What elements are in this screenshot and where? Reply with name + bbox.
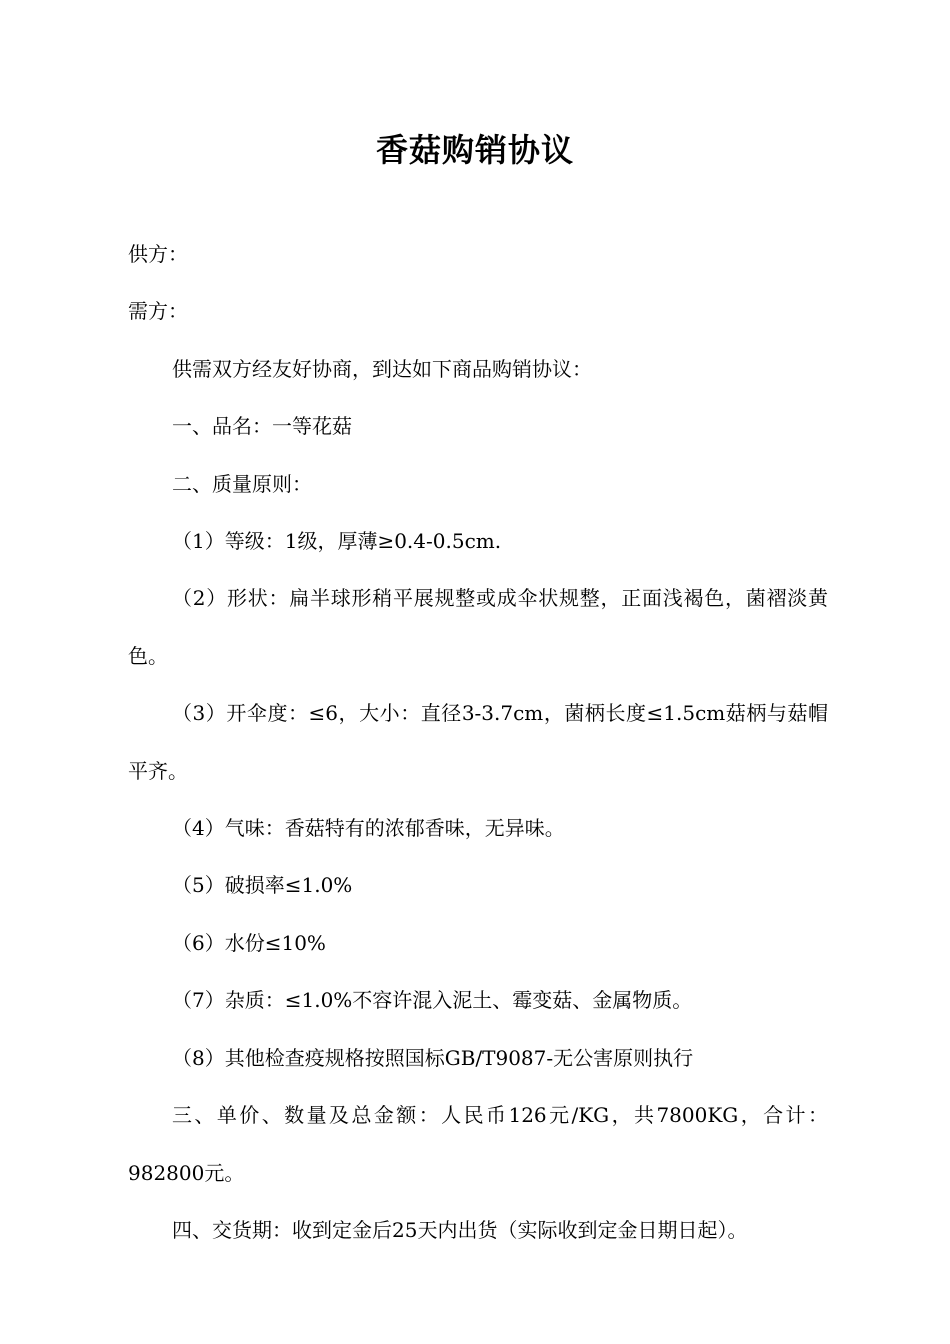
paragraph-quality-heading: 二、质量原则： (172, 471, 312, 496)
paragraph-quality-damage: （5）破损率≤1.0% (172, 873, 353, 898)
paragraph-quality-smell: （4）气味：香菇特有的浓郁香味，无异味。 (172, 816, 565, 841)
paragraph-quality-grade: （1）等级：1级，厚薄≥0.4-0.5cm. (172, 529, 502, 554)
paragraph-price-quantity: 三、单价、数量及总金额：人民币126元/KG，共7800KG，合计：982800元。 (128, 1103, 828, 1185)
paragraph-quality-standard: （8）其他检查疫规格按照国标GB/T9087-无公害原则执行 (172, 1045, 694, 1070)
paragraph-quality-shape: （2）形状：扁半球形稍平展规整或成伞状规整，正面浅褐色，菌褶淡黄色。 (128, 586, 828, 668)
document-body (128, 226, 828, 1259)
paragraph-quality-moisture: （6）水份≤10% (172, 930, 326, 955)
document-title: 香菇购销协议 (375, 131, 574, 169)
paragraph-quality-impurity: （7）杂质：≤1.0%不容许混入泥土、霉变菇、金属物质。 (172, 988, 693, 1013)
paragraph-supplier: 供方： (128, 242, 188, 266)
paragraph-product-name: 一、品名：一等花菇 (172, 414, 352, 439)
paragraph-intro: 供需双方经友好协商，到达如下商品购销协议： (172, 356, 592, 381)
paragraph-quality-size: （3）开伞度：≤6，大小：直径3-3.7cm，菌柄长度≤1.5cm菇柄与菇帽平齐。 (128, 701, 828, 783)
paragraph-delivery: 四、交货期：收到定金后25天内出货（实际收到定金日期日起）。 (172, 1217, 748, 1242)
paragraph-buyer: 需方： (128, 299, 188, 324)
